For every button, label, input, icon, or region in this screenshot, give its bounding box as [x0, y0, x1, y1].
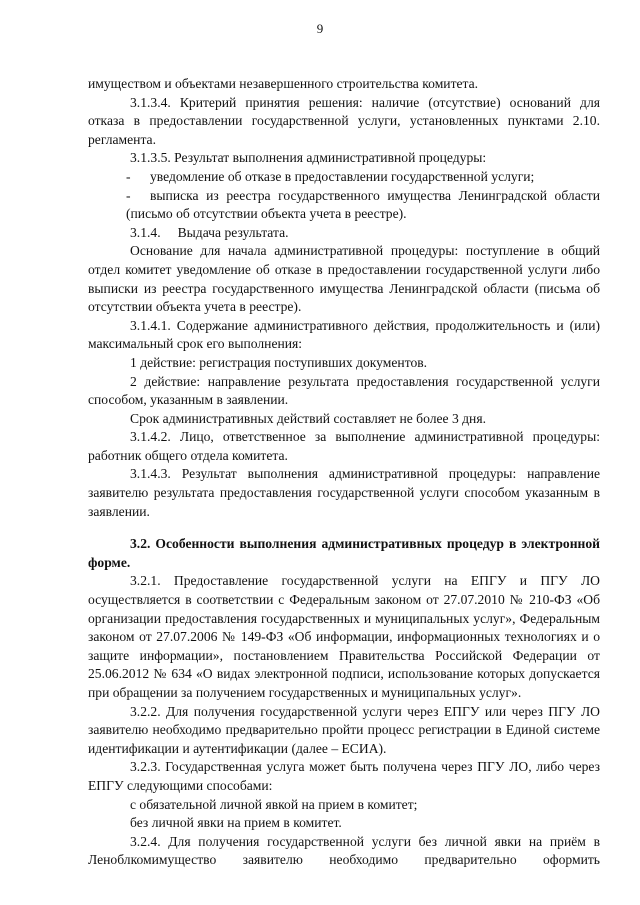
list-item — [88, 187, 600, 224]
section-heading: 3.2. Особенности выполнения административных процедур в электронной форме. — [88, 536, 600, 570]
document-body — [88, 75, 600, 870]
paragraph: Срок административных действий составляет не более 3 дня. — [130, 410, 486, 426]
paragraph: 3.2.3. Государственная услуга может быть получена через ПГУ ЛО, либо через ЕПГУ следующими способами: — [88, 759, 600, 793]
section-spacer — [88, 521, 600, 535]
paragraph: без личной явки на прием в комитет. — [130, 815, 342, 831]
paragraph: 3.2.1. Предоставление государственной услуги на ЕПГУ и ПГУ ЛО осуществляется в соответствии с Федеральным законом от 27.07.2010 № 210-ФЗ «Об организации предоставления государственных и муниципальных услуг», Федеральным законом от 27.07.2006 № 149-ФЗ «Об информации, информационных технологиях и о защите информации», постановлением Правительства Российской Федерации от 25.06.2012 № 634 «О видах электронной подписи, использование которых допускается при обращении за получением государственных и муниципальных услуг». — [88, 573, 600, 700]
paragraph: 3.2.4. Для получения государственной услуги без личной явки на приём в Леноблкомимущество заявителю необходимо предварительно оформить — [88, 833, 600, 868]
list-item-text: уведомление об отказе в предоставлении государственной услуги; — [150, 168, 535, 184]
paragraph: 3.1.3.5. Результат выполнения административной процедуры: — [130, 150, 487, 166]
paragraph: 1 действие: регистрация поступивших документов. — [130, 354, 428, 370]
paragraph: 3.2.2. Для получения государственной услуги через ЕПГУ или через ПГУ ЛО заявителю необходимо предварительно пройти процесс регистрации в Единой системе идентификации и аутентификации (далее – ЕСИА). — [88, 703, 600, 756]
paragraph: с обязательной личной явкой на прием в комитет; — [130, 796, 418, 812]
list-item — [88, 168, 600, 187]
list-marker: - — [126, 187, 131, 203]
list-item-text: выписка из реестра государственного имущества Ленинградской области (письмо об отсутствии объекта учета в реестре). — [126, 187, 600, 222]
paragraph: 2 действие: направление результата предоставления государственной услуги способом, указанным в заявлении. — [88, 373, 600, 408]
paragraph: имуществом и объектами незавершенного строительства комитета. — [88, 76, 479, 91]
paragraph: 3.1.4.1. Содержание административного действия, продолжительность и (или) максимальный срок его выполнения: — [88, 317, 600, 352]
list-marker: - — [126, 168, 131, 184]
paragraph: 3.1.4.2. Лицо, ответственное за выполнение административной процедуры: работник общего отдела комитета. — [88, 429, 600, 463]
page-number: 9 — [316, 21, 324, 36]
paragraph: Основание для начала административной процедуры: поступление в общий отдел комитет уведомление об отказе в предоставлении государственной услуги либо выписки из реестра государственного имущества Ленинградской области (письма об отсутствии объекта учета в реестре). — [88, 243, 600, 315]
paragraph: 3.1.4. Выдача результата. — [130, 224, 289, 240]
paragraph: 3.1.3.4. Критерий принятия решения: наличие (отсутствие) оснований для отказа в предоставлении государственной услуги, установленных пунктами 2.10. регламента. — [88, 94, 600, 147]
paragraph: 3.1.4.3. Результат выполнения административной процедуры: направление заявителю результата предоставления государственной услуги способом указанным в заявлении. — [88, 466, 600, 519]
